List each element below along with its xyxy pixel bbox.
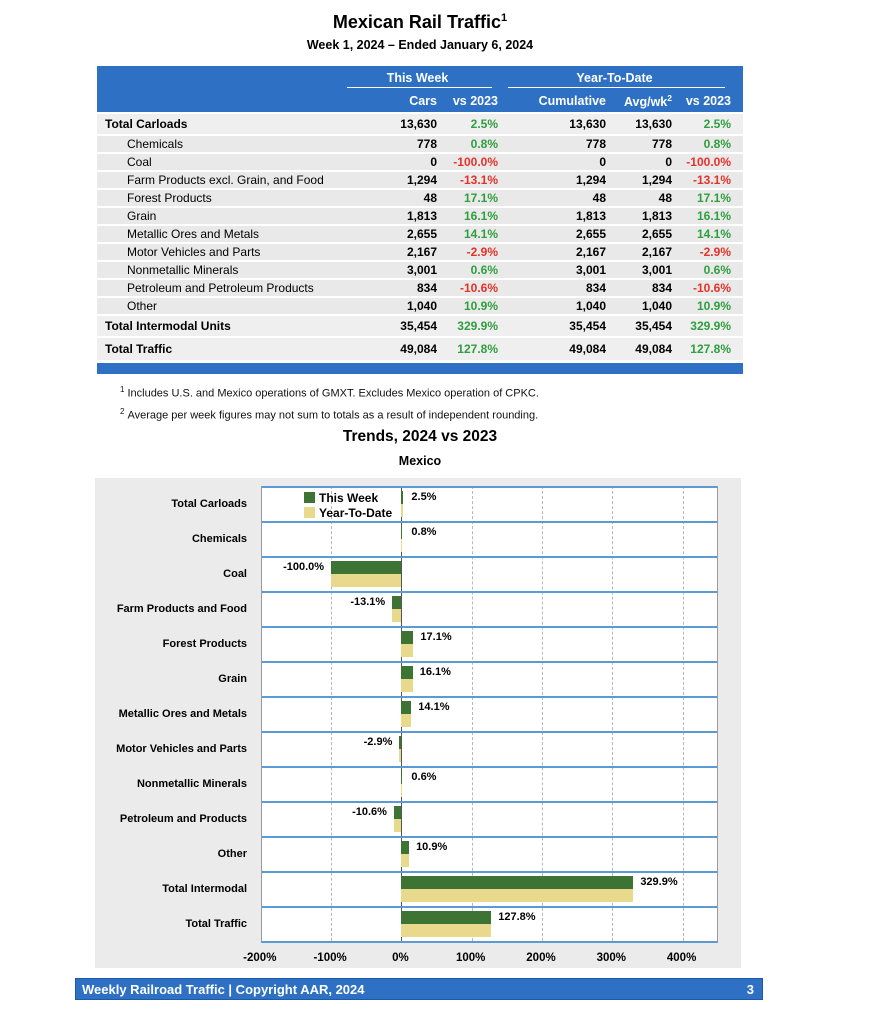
page-subtitle: Week 1, 2024 – Ended January 6, 2024 xyxy=(306,38,534,52)
row-value: -2.9% xyxy=(699,245,731,259)
table-row xyxy=(97,226,743,244)
bar-year-to-date xyxy=(401,644,413,657)
table-row xyxy=(97,208,743,226)
bar-value-label: 0.6% xyxy=(411,771,437,783)
row-label: Motor Vehicles and Parts xyxy=(127,245,261,259)
traffic-table xyxy=(97,66,743,374)
row-label: Metallic Ores and Metals xyxy=(127,227,260,241)
page-title xyxy=(0,12,840,33)
chart-band xyxy=(262,521,717,556)
category-label: Chemicals xyxy=(191,532,247,545)
legend-item-this-week xyxy=(304,490,392,505)
row-value: 49,084 xyxy=(569,342,606,356)
row-value: 127.8% xyxy=(690,342,731,356)
row-value: 834 xyxy=(585,281,606,295)
bar-this-week xyxy=(394,806,401,819)
bar-this-week xyxy=(401,666,412,679)
chart-band xyxy=(262,696,717,731)
row-label: Nonmetallic Minerals xyxy=(127,263,239,277)
chart-subtitle: Mexico xyxy=(398,454,442,468)
bar-this-week xyxy=(401,491,403,504)
x-tick-label: -200% xyxy=(243,952,277,964)
page-title-footnote-marker: 1 xyxy=(500,12,508,24)
category-label: Petroleum and Products xyxy=(119,812,247,825)
bar-value-label: -2.9% xyxy=(363,736,393,748)
row-value: 3,001 xyxy=(575,263,606,277)
row-value: -2.9% xyxy=(466,245,498,259)
footer-page-number: 3 xyxy=(746,981,754,997)
group-header-this-week: This Week xyxy=(337,71,498,90)
category-label: Grain xyxy=(218,672,247,685)
chart-band xyxy=(262,661,717,696)
category-label: Other xyxy=(217,847,247,860)
table-header xyxy=(97,66,743,112)
table-row xyxy=(97,172,743,190)
row-value: 1,040 xyxy=(575,299,606,313)
row-value: 127.8% xyxy=(457,342,498,356)
row-value: 2,655 xyxy=(575,227,606,241)
row-label: Other xyxy=(127,299,158,313)
row-value: 49,084 xyxy=(635,342,672,356)
category-label: Metallic Ores and Metals xyxy=(118,707,247,720)
row-value: 1,813 xyxy=(406,209,437,223)
row-value: 35,454 xyxy=(400,319,437,333)
table-row xyxy=(97,114,743,136)
row-label: Coal xyxy=(127,155,152,169)
footnotes xyxy=(120,385,539,428)
bar-this-week xyxy=(401,526,402,539)
legend-swatch-year-to-date xyxy=(304,507,315,518)
bar-year-to-date xyxy=(401,854,409,867)
chart-band xyxy=(262,591,717,626)
bar-this-week xyxy=(392,596,401,609)
row-label: Total Intermodal Units xyxy=(105,319,231,333)
row-value: 1,294 xyxy=(641,173,672,187)
bar-value-label: 2.5% xyxy=(411,491,437,503)
legend-label-year-to-date: Year-To-Date xyxy=(319,505,393,520)
row-value: 2,167 xyxy=(575,245,606,259)
table-body xyxy=(97,112,743,360)
x-tick-label: 400% xyxy=(666,952,697,964)
bar-this-week xyxy=(401,771,402,784)
table-row xyxy=(97,154,743,172)
column-header-vs2023-week: vs 2023 xyxy=(452,94,498,108)
bar-this-week xyxy=(401,701,411,714)
category-label: Total Traffic xyxy=(185,917,247,930)
column-header-cars: Cars xyxy=(409,94,437,108)
row-label: Total Traffic xyxy=(105,342,173,356)
row-value: 48 xyxy=(423,191,437,205)
row-value: 49,084 xyxy=(400,342,437,356)
chart-band xyxy=(262,766,717,801)
row-value: 0.6% xyxy=(703,263,731,277)
table-bottom-bar xyxy=(97,363,743,374)
bar-year-to-date xyxy=(401,504,403,517)
bar-year-to-date xyxy=(401,924,491,937)
table-row xyxy=(97,136,743,154)
row-value: 13,630 xyxy=(400,117,437,131)
bar-year-to-date xyxy=(392,609,401,622)
row-label: Farm Products excl. Grain, and Food xyxy=(127,173,324,187)
row-value: 0.8% xyxy=(703,137,731,151)
footnote-2: $^2$ Average per week figures may not sum to totals as a result of independent rounding. xyxy=(120,406,539,422)
category-label: Farm Products and Food xyxy=(116,602,247,615)
row-value: 13,630 xyxy=(635,117,672,131)
category-label: Motor Vehicles and Parts xyxy=(116,742,247,755)
bar-this-week xyxy=(331,561,401,574)
row-value: 1,040 xyxy=(406,299,437,313)
row-label: Petroleum and Petroleum Products xyxy=(127,281,314,295)
bar-year-to-date xyxy=(331,574,401,587)
category-label: Total Carloads xyxy=(171,497,247,510)
row-value: 2,655 xyxy=(406,227,437,241)
x-tick-label: 100% xyxy=(455,952,486,964)
row-value: 1,294 xyxy=(406,173,437,187)
column-header-vs2023-ytd: vs 2023 xyxy=(685,94,731,108)
bar-year-to-date xyxy=(394,819,401,832)
footnote-1: $^1$ Includes U.S. and Mexico operations of GMXT. Excludes Mexico operation of CPKC. xyxy=(120,385,539,400)
legend-item-year-to-date xyxy=(304,505,392,520)
avg-wk-footnote-marker: 2 xyxy=(667,92,672,103)
legend-swatch-this-week xyxy=(304,492,315,503)
chart-band xyxy=(262,731,717,766)
row-value: 17.1% xyxy=(696,191,731,205)
row-value: 329.9% xyxy=(690,319,731,333)
chart-legend xyxy=(304,490,392,520)
row-value: 10.9% xyxy=(696,299,731,313)
bar-this-week xyxy=(401,841,409,854)
table-group-header-row xyxy=(97,66,731,90)
row-value: 48 xyxy=(658,191,672,205)
chart-band xyxy=(262,801,717,836)
bar-year-to-date xyxy=(401,784,402,797)
bar-value-label: 14.1% xyxy=(418,701,450,713)
column-header-avg-wk: Avg/$wk^2$ xyxy=(623,92,672,110)
row-value: 10.9% xyxy=(463,299,498,313)
row-value: 1,813 xyxy=(641,209,672,223)
row-value: 778 xyxy=(416,137,437,151)
row-value: 778 xyxy=(651,137,672,151)
row-value: 1,294 xyxy=(575,173,606,187)
bar-this-week xyxy=(401,876,633,889)
row-value: 14.1% xyxy=(463,227,498,241)
page-footer xyxy=(75,978,763,1000)
bar-value-label: 16.1% xyxy=(419,666,451,678)
bar-value-label: 0.8% xyxy=(411,526,437,538)
row-value: 16.1% xyxy=(696,209,731,223)
table-row xyxy=(97,244,743,262)
category-label: Total Intermodal xyxy=(162,882,247,895)
table-row xyxy=(97,338,743,360)
row-value: 13,630 xyxy=(569,117,606,131)
row-value: 834 xyxy=(416,281,437,295)
chart-title: Trends, 2024 vs 2023 xyxy=(342,428,498,445)
row-value: 0 xyxy=(430,155,437,169)
bar-year-to-date xyxy=(401,539,402,552)
row-label: Total Carloads xyxy=(105,117,188,131)
bar-value-label: 127.8% xyxy=(498,911,536,923)
bar-this-week xyxy=(399,736,401,749)
table-row xyxy=(97,262,743,280)
trends-chart xyxy=(95,478,741,968)
x-tick-label: 0% xyxy=(392,952,409,964)
row-value: 48 xyxy=(592,191,606,205)
table-row xyxy=(97,190,743,208)
bar-this-week xyxy=(401,911,491,924)
row-value: 2,167 xyxy=(641,245,672,259)
table-row xyxy=(97,316,743,338)
chart-plot-area xyxy=(261,486,718,943)
category-label: Forest Products xyxy=(162,637,247,650)
row-value: 2,167 xyxy=(406,245,437,259)
row-value: 14.1% xyxy=(696,227,731,241)
page-title-text: Mexican Rail Traffic xyxy=(332,12,501,32)
x-tick-label: 200% xyxy=(526,952,556,964)
x-tick-label: 300% xyxy=(596,952,627,964)
row-value: 3,001 xyxy=(406,263,437,277)
x-tick-label: -100% xyxy=(313,952,347,964)
bar-value-label: 17.1% xyxy=(420,631,452,643)
bar-value-label: 10.9% xyxy=(416,841,448,853)
row-value: 0.8% xyxy=(470,137,498,151)
column-header-cumulative: Cumulative xyxy=(538,94,606,108)
legend-label-this-week: This Week xyxy=(319,490,379,505)
row-value: 2.5% xyxy=(703,117,731,131)
chart-band xyxy=(262,626,717,661)
row-value: 0 xyxy=(599,155,606,169)
bar-value-label: -10.6% xyxy=(352,806,387,818)
row-value: -10.6% xyxy=(459,281,498,295)
table-row xyxy=(97,280,743,298)
row-value: 1,040 xyxy=(641,299,672,313)
category-label: Coal xyxy=(223,567,247,580)
footer-text: Weekly Railroad Traffic | Copyright AAR, 2024 xyxy=(82,981,365,997)
row-value: 329.9% xyxy=(457,319,498,333)
bar-value-label: -13.1% xyxy=(350,596,386,608)
row-value: 2.5% xyxy=(470,117,498,131)
bar-year-to-date xyxy=(401,714,411,727)
row-value: 0 xyxy=(665,155,672,169)
row-value: 35,454 xyxy=(569,319,606,333)
bar-year-to-date xyxy=(399,749,401,762)
group-header-year-to-date: Year-To-Date xyxy=(498,71,731,90)
table-column-header-row xyxy=(97,90,731,112)
row-label: Chemicals xyxy=(127,137,184,151)
category-label: Nonmetallic Minerals xyxy=(136,777,247,790)
row-value: 1,813 xyxy=(575,209,606,223)
row-value: 778 xyxy=(585,137,606,151)
row-value: -13.1% xyxy=(459,173,498,187)
row-value: 35,454 xyxy=(635,319,672,333)
bar-year-to-date xyxy=(401,679,412,692)
row-value: -13.1% xyxy=(692,173,731,187)
chart-band xyxy=(262,556,717,591)
row-value: 16.1% xyxy=(463,209,498,223)
row-label: Grain xyxy=(127,209,157,223)
row-value: 17.1% xyxy=(463,191,498,205)
row-value: -10.6% xyxy=(692,281,731,295)
bar-value-label: 329.9% xyxy=(640,876,678,888)
row-value: 834 xyxy=(651,281,672,295)
table-row xyxy=(97,298,743,316)
row-value: 2,655 xyxy=(641,227,672,241)
bar-value-label: -100.0% xyxy=(283,561,325,573)
chart-band xyxy=(262,836,717,871)
row-value: 0.6% xyxy=(470,263,498,277)
row-value: -100.0% xyxy=(453,155,498,169)
row-value: -100.0% xyxy=(686,155,731,169)
chart-band xyxy=(262,906,717,941)
row-label: Forest Products xyxy=(127,191,212,205)
bar-year-to-date xyxy=(401,889,633,902)
bar-this-week xyxy=(401,631,413,644)
row-value: 3,001 xyxy=(641,263,672,277)
chart-band xyxy=(262,871,717,906)
